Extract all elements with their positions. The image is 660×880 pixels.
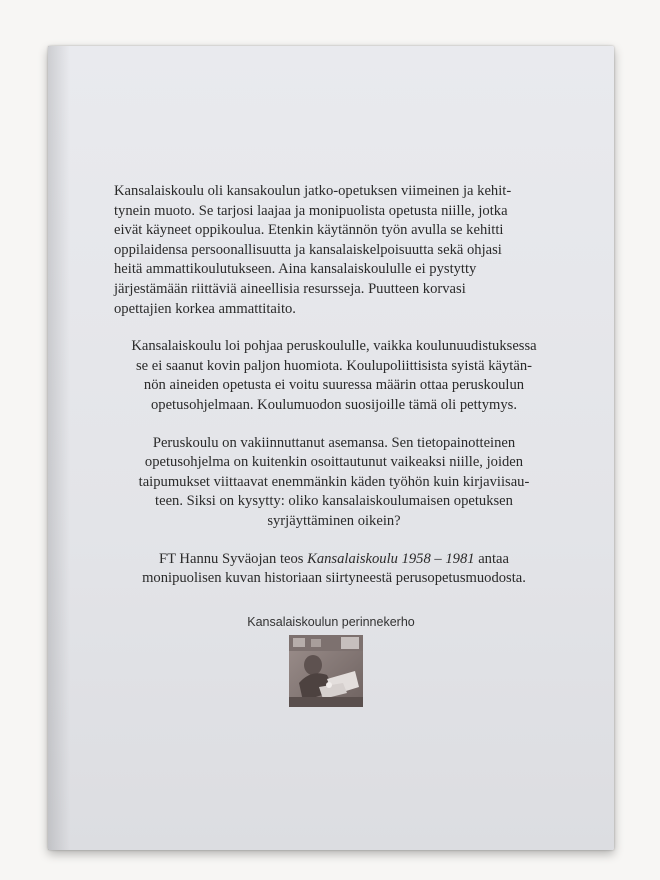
text-line: syrjäyttäminen oikein? [267, 512, 401, 529]
text-line: oppilaidensa persoonallisuutta ja kansalaiskelpoisuutta sekä ohjasi [114, 241, 502, 258]
paragraph-closing [114, 550, 554, 589]
text-line: teen. Siksi on kysytty: oliko kansalaiskoulumaisen opetuksen [155, 493, 513, 510]
closing-suffix: antaa [474, 550, 509, 567]
text-line: opettajien korkea ammattitaito. [114, 300, 296, 317]
closing-prefix: FT Hannu Syväojan teos [159, 550, 308, 567]
spine-shadow [48, 46, 70, 850]
text-line: nön aineiden opetusta ei voitu suuressa määrin ottaa peruskoulun [143, 377, 525, 394]
text-line: Kansalaiskoulu loi pohjaa peruskoululle, vaikka koulunuudistuksessa [131, 338, 537, 355]
text-line: Peruskoulu on vakiinnuttanut asemansa. Sen tietopainotteinen [152, 434, 516, 451]
workshop-photo [289, 635, 363, 707]
text-line: järjestämään riittäviä aineellisia resursseja. Puutteen korvasi [114, 280, 466, 297]
closing-line-2: monipuolisen kuvan historiaan siirtyneestä perusopetusmuodosta. [142, 570, 526, 587]
paragraph-2 [114, 337, 554, 415]
text-line: Kansalaiskoulu oli kansakoulun jatko-opetuksen viimeinen ja kehit- [114, 183, 512, 199]
text-line: opetusohjelma on kuitenkin osoittautunut vaikeaksi niille, joiden [144, 454, 524, 471]
book-title: Kansalaiskoulu 1958 – 1981 [307, 550, 475, 567]
paragraph-3 [114, 434, 554, 532]
text-line: opetusohjelmaan. Koulumuodon suosijoille tämä oli pettymys. [150, 396, 518, 413]
text-line: se ei saanut kovin paljon huomiota. Koulupoliittisista syistä käytän- [135, 357, 532, 374]
text-line: tynein muoto. Se tarjosi laajaa ja monipuolista opetusta niille, jotka [114, 202, 508, 219]
closing-line-1 [114, 550, 554, 570]
paragraph-1 [114, 182, 554, 319]
text-line: taipumukset viittaavat enemmänkin käden työhön kuin kirjaviisau- [138, 473, 530, 490]
text-line: heitä ammattikoulutukseen. Aina kansalaiskoululle ei pystytty [114, 261, 477, 278]
blurb-text [114, 182, 554, 607]
book-back-cover [48, 46, 614, 850]
publisher-signature: Kansalaiskoulun perinnekerho [247, 615, 415, 629]
text-line: eivät käyneet oppikoulua. Etenkin käytännön työn avulla se kehitti [114, 222, 504, 239]
